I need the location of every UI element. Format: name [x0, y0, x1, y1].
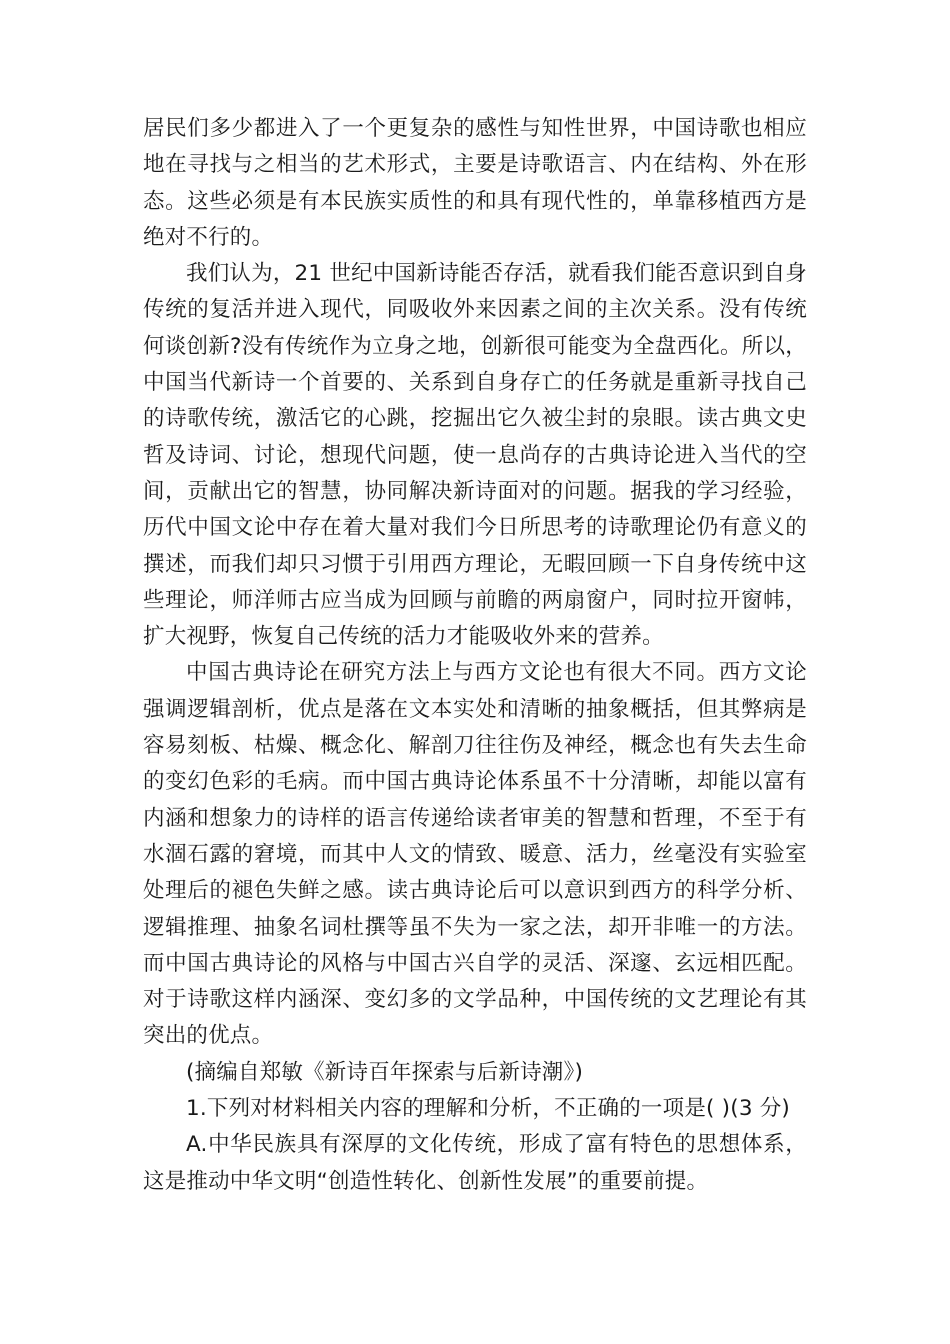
- document-body: [143, 111, 807, 1200]
- paragraph-classical-poetics: 中国古典诗论在研究方法上与西方文论也有很大不同。西方文论强调逻辑剖析，优点是落在文本实处和清晰的抽象概括，但其弊病是容易刻板、枯燥、概念化、解剖刀往往伤及神经，概念也有失去生命的变幻色彩的毛病。而中国古典诗论体系虽不十分清晰，却能以富有内涵和想象力的诗样的语言传递给读者审美的智慧和哲理，不至于有水涸石露的窘境，而其中人文的情致、暖意、活力，丝毫没有实验室处理后的褪色失鲜之感。读古典诗论后可以意识到西方的科学分析、逻辑推理、抽象名词杜撰等虽不失为一家之法，却开非唯一的方法。而中国古典诗论的风格与中国古兴自学的灵活、深邃、玄远相匹配。对于诗歌这样内涵深、变幻多的文学品种，中国传统的文艺理论有其突出的优点。: [143, 660, 807, 1049]
- paragraph-continuation: 居民们多少都进入了一个更复杂的感性与知性世界，中国诗歌也相应地在寻找与之相当的艺术形式，主要是诗歌语言、内在结构、外在形态。这些必须是有本民族实质性的和具有现代性的，单靠移植西方是绝对不行的。: [143, 116, 807, 250]
- question-1: 1.下列对材料相关内容的理解和分析，不正确的一项是( )(3 分): [186, 1096, 791, 1122]
- paragraph-new-poetry-tradition: 我们认为，21 世纪中国新诗能否存活，就看我们能否意识到自身传统的复活并进入现代，同吸收外来因素之间的主次关系。没有传统何谈创新?没有传统作为立身之地，创新很可能变为全盘西化。所以，中国当代新诗一个首要的、关系到自身存亡的任务就是重新寻找自己的诗歌传统，激活它的心跳，挖掘出它久被尘封的泉眼。读古典文史哲及诗词、讨论，想现代问题，使一息尚存的古典诗论进入当代的空间，贡献出它的智慧，协同解决新诗面对的问题。据我的学习经验，历代中国文论中存在着大量对我们今日所思考的诗歌理论仍有意义的撰述，而我们却只习惯于引用西方理论，无暇回顾一下自身传统中这些理论，师洋师古应当成为回顾与前瞻的两扇窗户，同时拉开窗帏，扩大视野，恢复自己传统的活力才能吸收外来的营养。: [143, 261, 807, 650]
- source-citation: (摘编自郑敏《新诗百年探索与后新诗潮》): [186, 1059, 584, 1085]
- option-a: A.中华民族具有深厚的文化传统，形成了富有特色的思想体系，这是推动中华文明“创造性转化、创新性发展”的重要前提。: [143, 1132, 807, 1194]
